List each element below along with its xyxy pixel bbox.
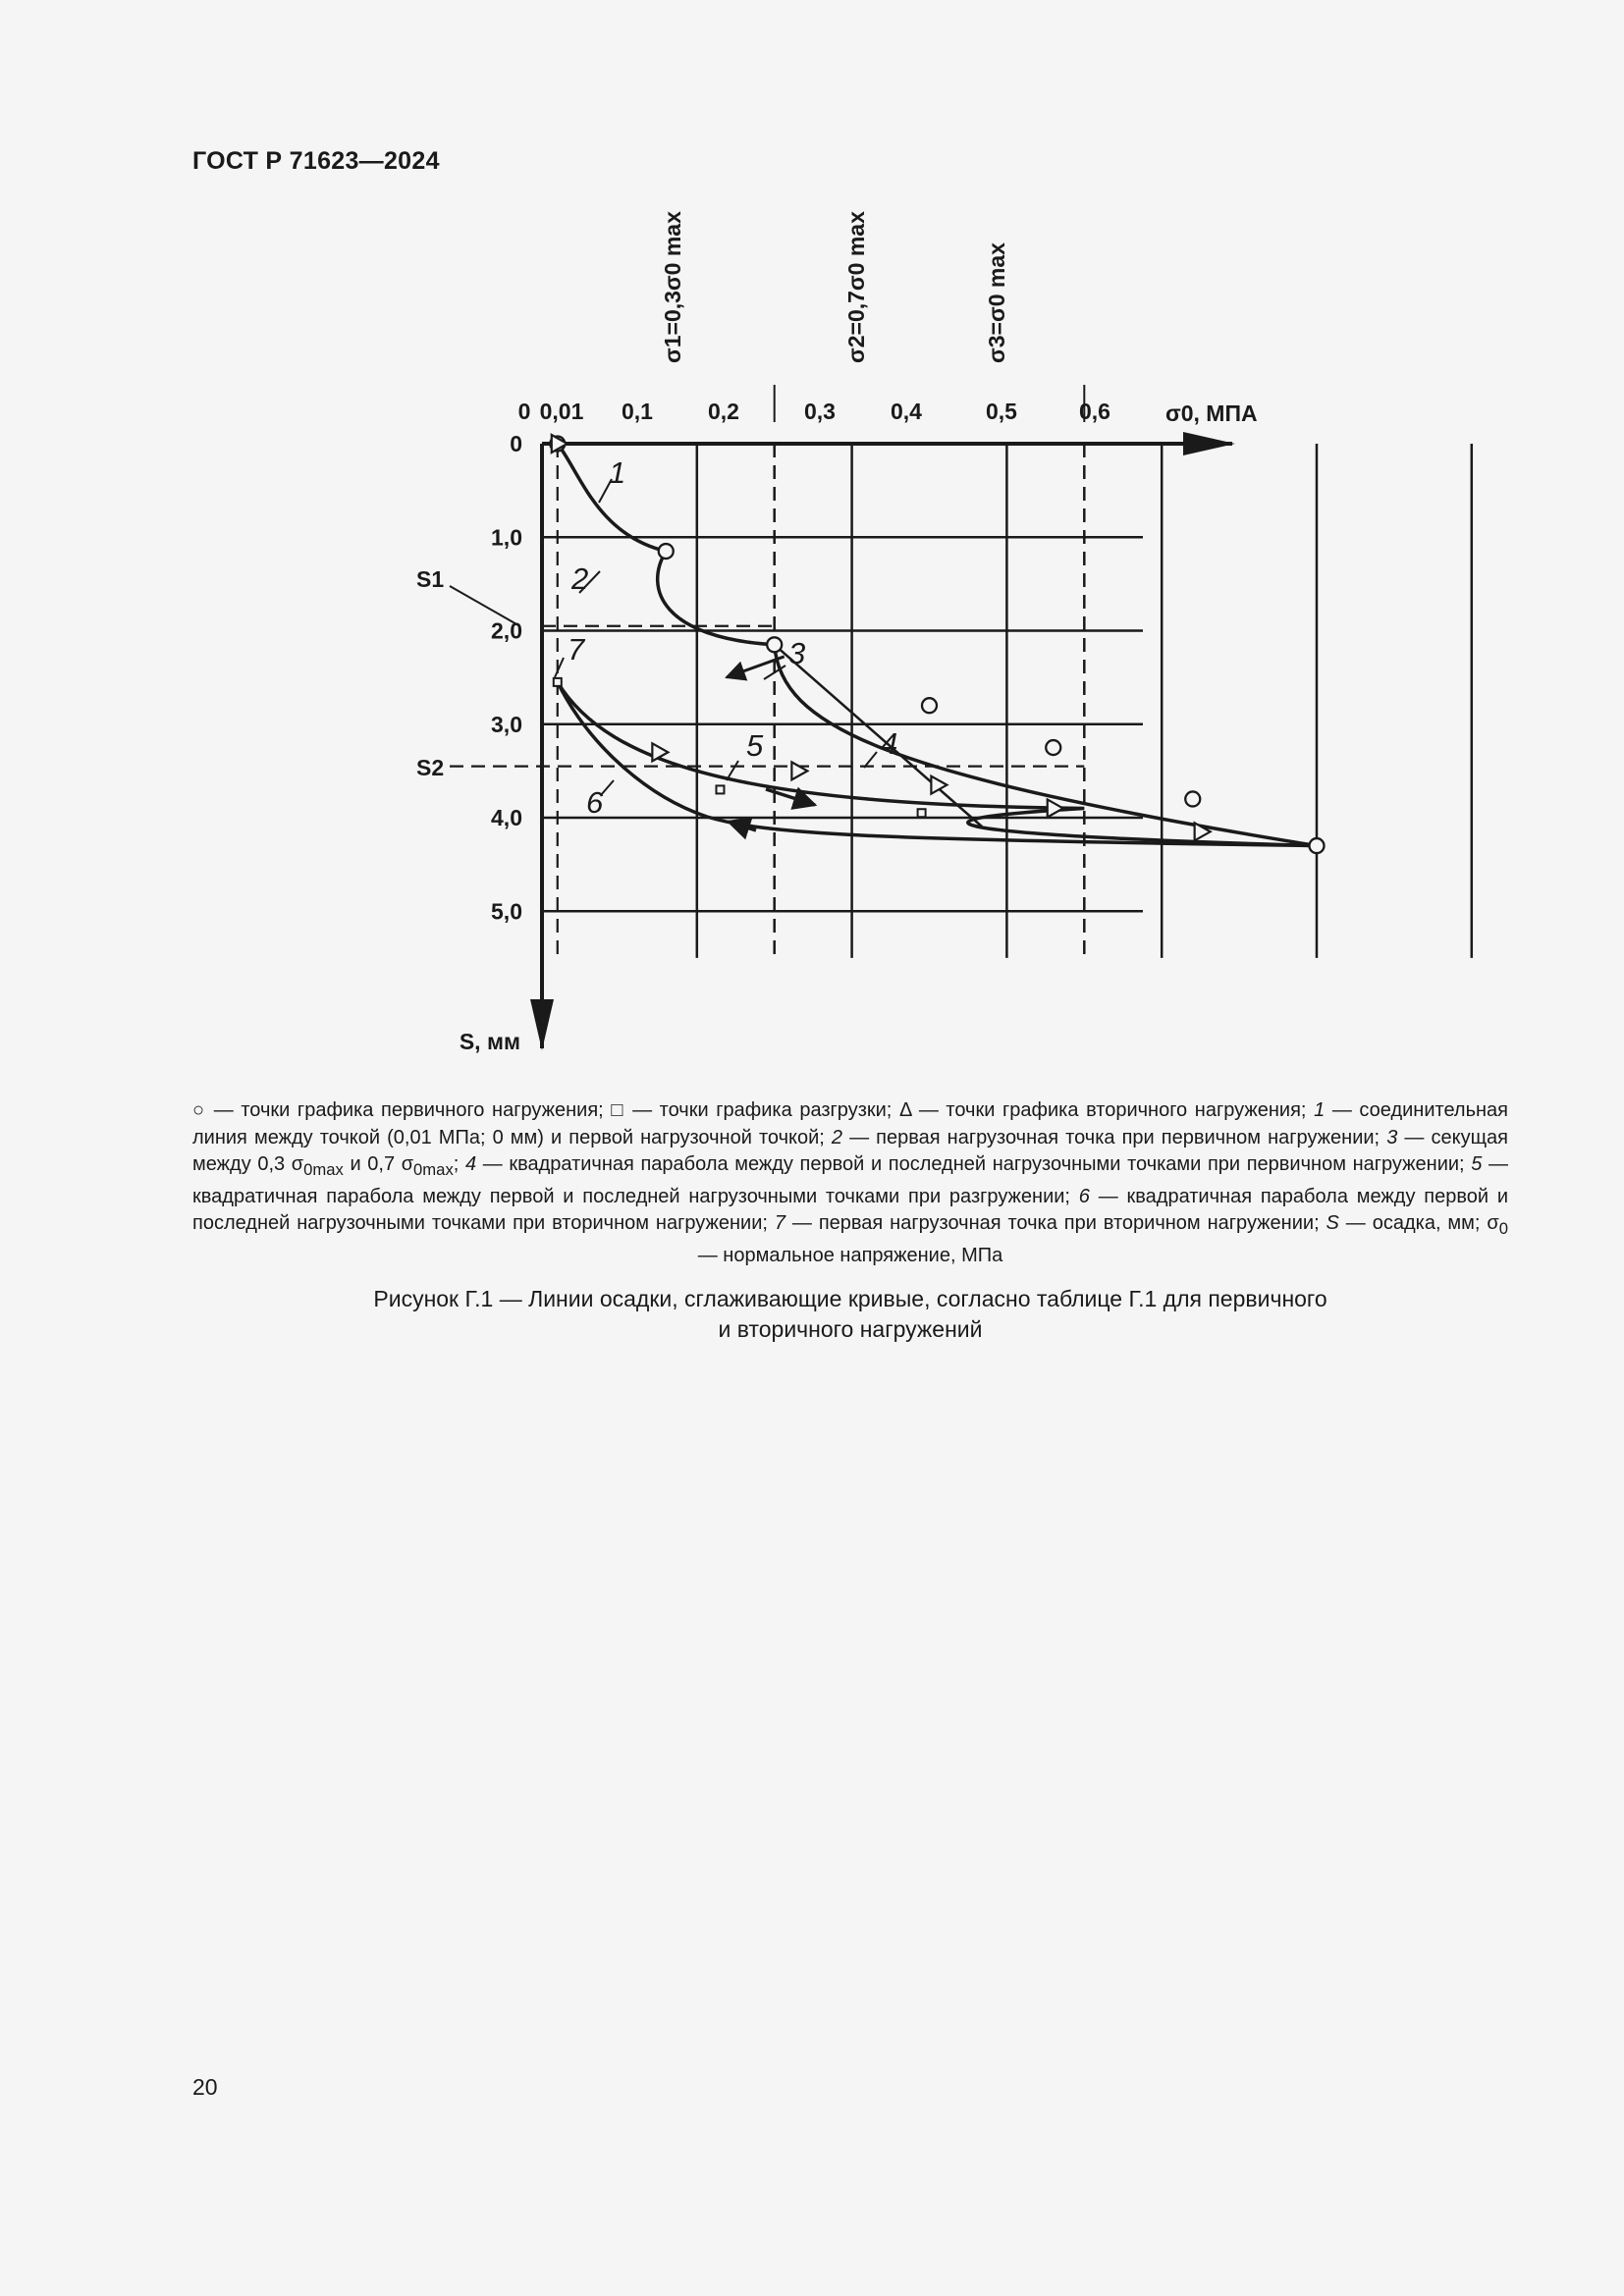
x-tick-label: 0,3 — [804, 399, 836, 424]
x-tick-label: 0,01 — [539, 399, 584, 424]
curve-number-label: 3 — [788, 636, 806, 670]
legend-text: — квадратичная парабола между первой и последней нагрузочными точками при первичном нагружении; — [476, 1153, 1472, 1175]
document-header: ГОСТ Р 71623—2024 — [192, 147, 440, 175]
label-leader — [727, 761, 738, 780]
primary-loading-point — [1185, 791, 1200, 806]
s1-label: S1 — [416, 566, 445, 592]
chart-grid — [450, 385, 1472, 958]
unloading-point — [716, 785, 724, 793]
legend-text: — квадратичная парабола между первой и последней нагрузочными точками при вторичном нагружении; — [192, 1185, 1508, 1234]
curve-number-label: 4 — [881, 726, 898, 761]
figure-caption — [192, 1284, 1508, 1345]
legend-sub: 0max — [413, 1160, 454, 1179]
y-tick-label: 1,0 — [491, 524, 522, 551]
s2-label: S2 — [416, 755, 445, 780]
caption-line-1: Рисунок Г.1 — Линии осадки, сглаживающие кривые, согласно таблице Г.1 для первичного — [373, 1286, 1327, 1311]
chart-points — [550, 435, 1324, 853]
secondary-loading-point — [791, 762, 807, 779]
legend-num-6: 6 — [1078, 1185, 1090, 1207]
legend-text: — первая нагрузочная точка при первичном нагружении; — [842, 1126, 1387, 1148]
legend-text: и 0,7 σ — [343, 1153, 414, 1175]
curve-number-label: 7 — [568, 632, 585, 667]
legend-symbol-s: S — [1326, 1212, 1339, 1234]
label-leader — [555, 658, 564, 677]
primary-loading-point — [922, 698, 937, 713]
legend-text: — секущая между 0,3 σ — [192, 1126, 1508, 1175]
y-tick-label: 2,0 — [491, 617, 522, 644]
legend-sub: 0 — [1498, 1219, 1508, 1238]
legend-text: — нормальное напряжение, МПа — [697, 1244, 1003, 1266]
primary-loading-point — [767, 637, 782, 652]
page-number: 20 — [192, 2074, 218, 2100]
unloading-point — [554, 678, 562, 686]
y-tick-label: 3,0 — [491, 711, 522, 737]
x-tick-label: 0,2 — [708, 399, 739, 424]
legend-num-5: 5 — [1471, 1153, 1483, 1175]
y-axis-arrow — [530, 999, 554, 1050]
legend-text: — первая нагрузочная точка при вторичном нагружении; — [785, 1212, 1326, 1234]
y-axis-title: S, мм — [459, 1029, 520, 1054]
primary-loading-point — [1310, 838, 1325, 853]
legend-num-2: 2 — [831, 1126, 843, 1148]
legend-text: ; — [453, 1153, 465, 1175]
secondary-loading-point — [931, 776, 947, 794]
y-tick-label: 0 — [510, 431, 522, 456]
caption-line-2: и вторичного нагружений — [718, 1316, 983, 1342]
primary-loading-point — [659, 544, 674, 559]
y-tick-label: 5,0 — [491, 898, 522, 925]
x-tick-label: 0 — [517, 399, 531, 424]
legend-text: ○ — точки графика первичного нагружения; □ — точки графика разгрузки; Δ — точки графика вторичного нагружения; — [192, 1099, 1315, 1121]
x-tick-label: 0,1 — [622, 399, 653, 424]
figure-legend — [192, 1097, 1508, 1269]
legend-num-7: 7 — [774, 1212, 785, 1234]
curve-number-label: 5 — [746, 728, 764, 763]
legend-num-3: 3 — [1386, 1126, 1398, 1148]
primary-loading-point — [1046, 740, 1060, 755]
legend-num-4: 4 — [464, 1153, 477, 1175]
legend-num-1: 1 — [1314, 1099, 1326, 1121]
x-axis-arrow — [1183, 432, 1235, 455]
settlement-chart — [0, 0, 1624, 1080]
x-tick-label: 0,4 — [891, 399, 922, 424]
reference-line-label: σ2=0,7σ0 max — [843, 211, 869, 363]
curve-number-label: 1 — [609, 455, 626, 490]
curve-number-label: 6 — [586, 785, 604, 820]
x-tick-label: 0,6 — [1079, 399, 1110, 424]
legend-text: — квадратичная парабола между первой и последней нагрузочными точками при разгружении; — [192, 1153, 1508, 1207]
legend-text: — осадка, мм; σ — [1338, 1212, 1499, 1234]
y-tick-label: 4,0 — [491, 805, 522, 830]
legend-text: — соединительная линия между точкой (0,01 МПа; 0 мм) и первой нагрузочной точкой; — [192, 1099, 1509, 1148]
reference-line-label: σ1=0,3σ0 max — [660, 211, 685, 363]
reference-line-label: σ3=σ0 max — [984, 242, 1009, 363]
x-tick-label: 0,5 — [986, 399, 1017, 424]
legend-sub: 0max — [303, 1160, 344, 1179]
secondary-loading-point — [1048, 799, 1063, 817]
x-axis-title: σ0, МПА — [1165, 400, 1258, 426]
unloading-point — [918, 809, 926, 817]
curve-number-label: 2 — [571, 561, 589, 596]
